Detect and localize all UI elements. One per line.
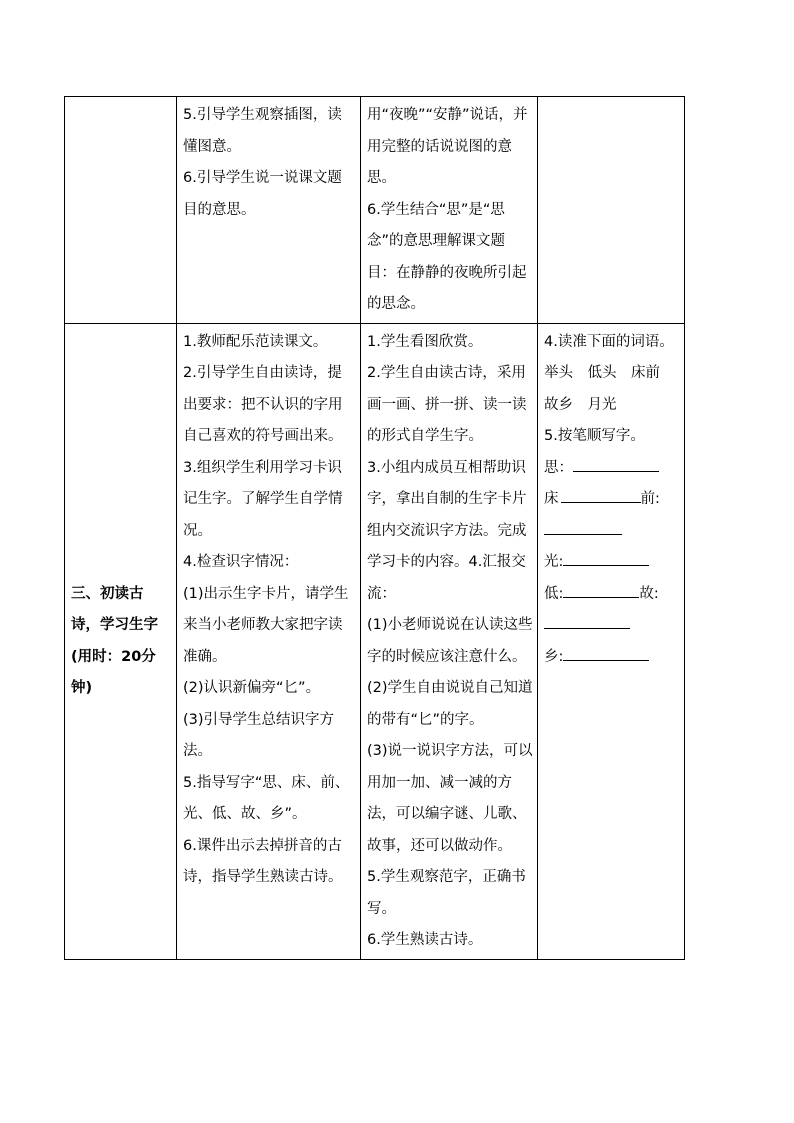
word-list-line: 故乡 月光: [544, 396, 617, 413]
teacher-step: 5.指导写字“思、床、前、光、低、故、乡”。: [183, 774, 350, 822]
teacher-step: (3)引导学生总结识字方法。: [183, 711, 335, 759]
teacher-activity-cell: [177, 323, 361, 959]
teacher-step: 2.引导学生自由读诗，提出要求：把不认识的字用自己喜欢的符号画出来。: [183, 365, 343, 444]
writing-blank[interactable]: [563, 644, 649, 661]
student-step: 6.学生结合“思”是“思念”的意思理解课文题目：在静静的夜晚所引起的思念。: [367, 201, 527, 312]
student-step: 6.学生熟读古诗。: [367, 932, 483, 948]
teacher-step: 6.课件出示去掉拼音的古诗，指导学生熟读古诗。: [183, 837, 343, 885]
student-activity-cell: [361, 323, 538, 959]
writing-blank[interactable]: [561, 486, 641, 503]
teacher-step: 3.组织学生利用学习卡识记生字。了解学生自学情况。: [183, 459, 343, 539]
char-label: 光:: [544, 554, 564, 570]
student-step: 3.小组内成员互相帮助识字，拿出自制的生字卡片组内交流识字方法。完成学习卡的内容。4.汇报交流：: [367, 459, 527, 602]
stage-label: 三、初读古诗，学习生字(用时：20分钟): [71, 585, 158, 696]
practice-item-5: 5.按笔顺写字。: [544, 428, 645, 444]
student-step: (3)说一说识字方法，可以用加一加、减一减的方法，可以编字谜、儿歌、故事，还可以做动作。: [367, 743, 533, 854]
teacher-step: (1)出示生字卡片，请学生来当小老师教大家把字读准确。: [183, 585, 349, 665]
char-label: 乡:: [544, 648, 564, 665]
word-list-line: 举头 低头 床前: [544, 365, 660, 381]
stage-cell: [65, 323, 177, 959]
practice-cell: [538, 97, 685, 324]
writing-row-xiang: [544, 642, 680, 674]
teacher-activity-cell: [177, 97, 361, 324]
teacher-step: (2)认识新偏旁“匕”。: [183, 680, 321, 696]
student-step: (1)小老师说说在认读这些字的时候应该注意什么。: [367, 617, 533, 665]
writing-row-guang: [544, 547, 680, 579]
char-label: 床: [544, 491, 559, 507]
table-row: [65, 323, 685, 959]
writing-row-continued: [544, 610, 680, 642]
writing-blank[interactable]: [563, 549, 649, 566]
char-label: 低:: [544, 585, 564, 602]
practice-item-4: 4.读准下面的词语。: [544, 333, 674, 350]
student-step: (2)学生自由说说自己知道的带有“匕”的字。: [367, 680, 533, 728]
writing-blank[interactable]: [544, 518, 622, 535]
writing-blank[interactable]: [544, 612, 630, 629]
teacher-step: 5.引导学生观察插图，读懂图意。: [183, 107, 342, 155]
writing-blank[interactable]: [573, 455, 659, 472]
writing-row-si: [544, 453, 680, 485]
student-activity-cell: [361, 97, 538, 324]
char-label: 前:: [640, 491, 660, 507]
writing-row-continued: [544, 516, 680, 548]
teacher-step: 1.教师配乐范读课文。: [183, 333, 328, 350]
stage-cell: [65, 97, 177, 324]
table-row: [65, 97, 685, 324]
student-step: 1.学生看图欣赏。: [367, 333, 483, 350]
student-step: 用“夜晚”“安静”说话，并用完整的话说说图的意思。: [367, 107, 528, 186]
student-step: 5.学生观察范字，正确书写。: [367, 869, 526, 917]
teacher-step: 6.引导学生说一说课文题目的意思。: [183, 170, 342, 218]
writing-blank[interactable]: [563, 581, 639, 598]
char-label: 故:: [639, 585, 659, 602]
writing-row-chuang-qian: [544, 484, 680, 516]
student-step: 2.学生自由读古诗，采用画一画、拼一拼、读一读的形式自学生字。: [367, 365, 527, 444]
practice-cell: [538, 323, 685, 959]
lesson-plan-table: [64, 96, 685, 960]
writing-row-di-gu: [544, 579, 680, 611]
teacher-step: 4.检查识字情况：: [183, 554, 299, 570]
char-label: 思：: [544, 459, 573, 476]
